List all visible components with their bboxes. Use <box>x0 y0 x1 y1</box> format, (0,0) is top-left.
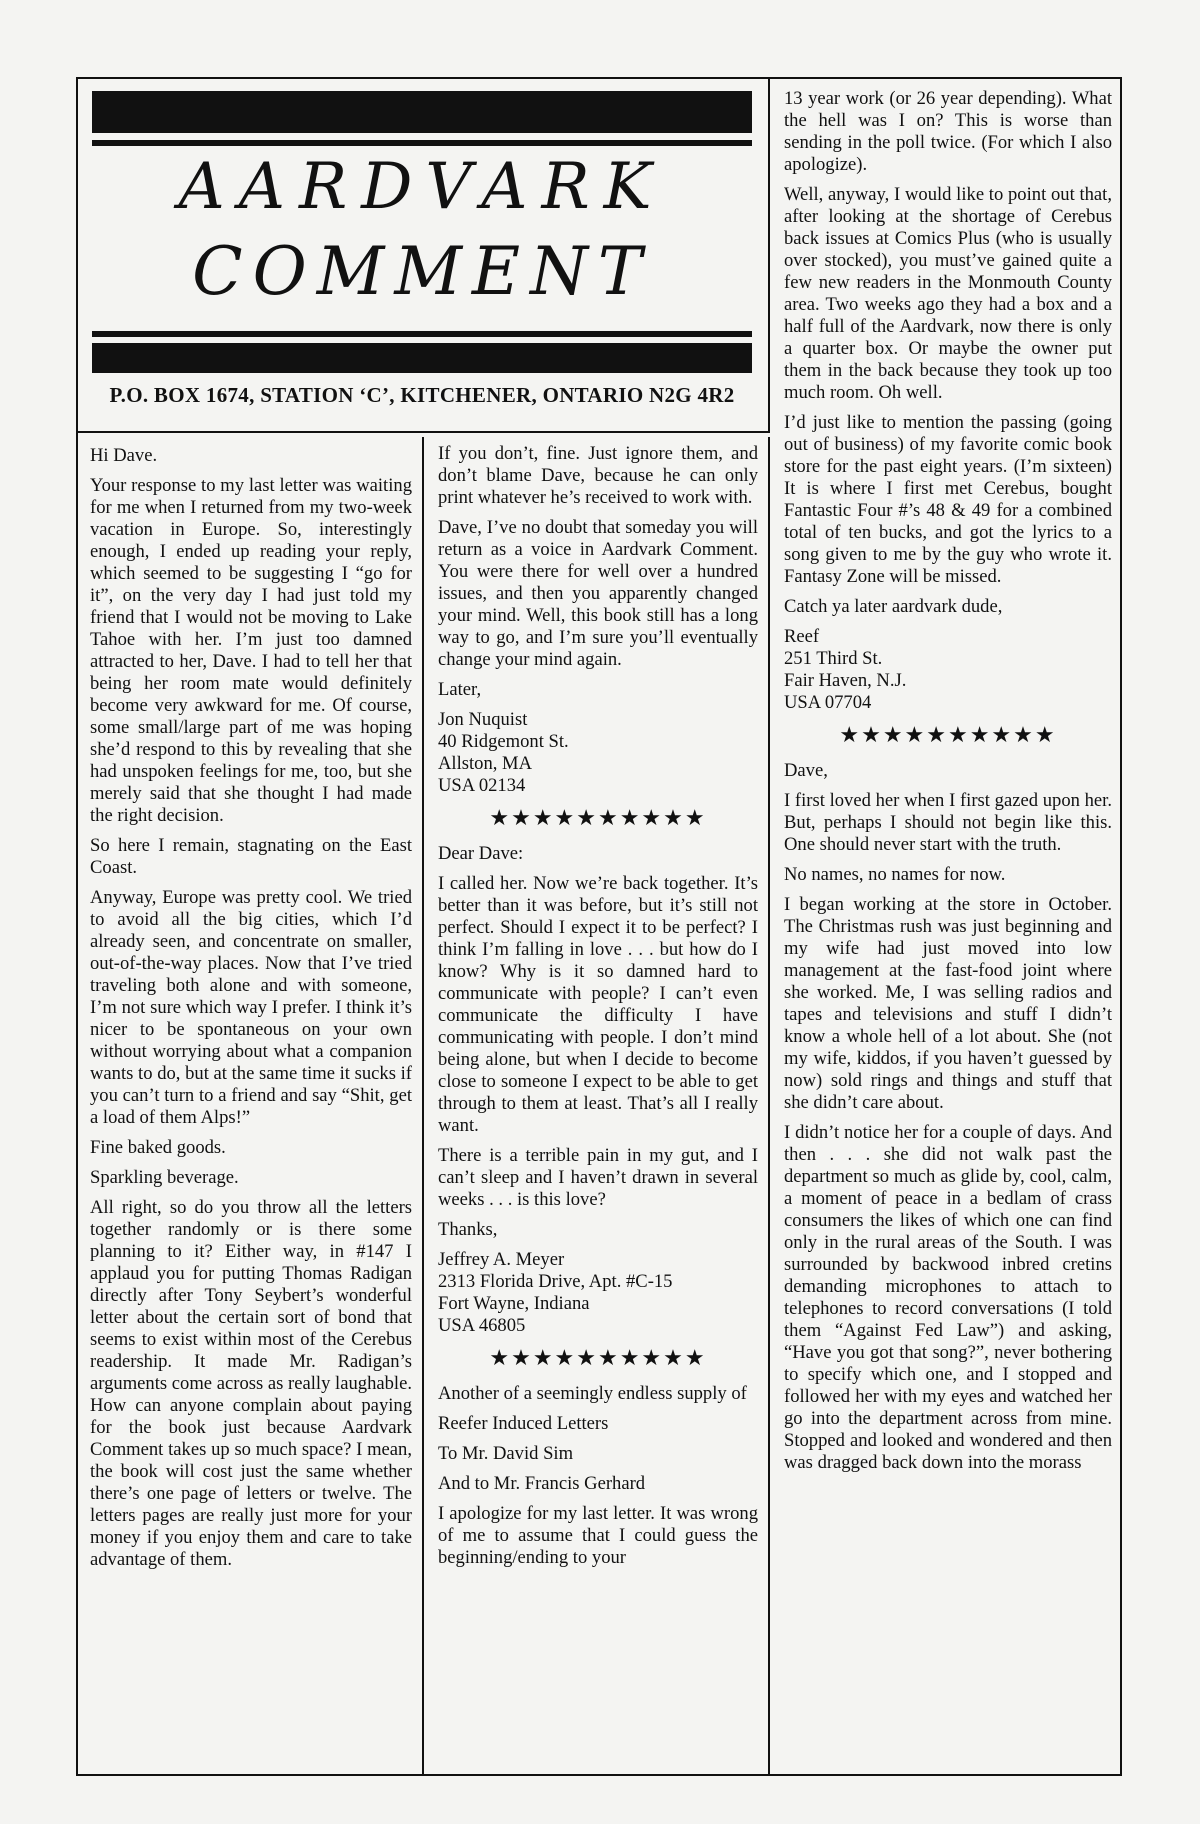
letter-paragraph: Sparkling beverage. <box>90 1167 239 1188</box>
letter-paragraph: Hi Dave. <box>90 445 158 466</box>
letter-paragraph: Fine baked goods. <box>90 1137 226 1158</box>
letter-separator: ★★★★★★★★★★ <box>839 722 1057 747</box>
letter-paragraph: I began working at the store in October. The Christmas rush was just beginning and my wife had just moved into low management at the fast-food joint where she worked. Me, I was selling radios and tapes and televisions and stuff I didn’t know a whole hell of a lot about. She (not my wife, kiddos, if you haven’t guessed by now) sold rings and things and stuff that she didn’t care about. <box>784 894 1112 1113</box>
letter-paragraph: I’d just like to mention the passing (going out of business) of my favorite comic book store for the past eight years. (I’m sixteen) It is where I first met Cerebus, bought Fantastic Four #’s 48 & 49 for a combined total of ten bucks, and got the lyrics to a song given to me by the guy who wrote it. Fantasy Zone will be missed. <box>784 412 1112 587</box>
letters-column-2 <box>424 437 770 1776</box>
letter-paragraph: I called her. Now we’re back together. It’s better than it was before, but it’s still not perfect. Should I expect it to be perfect? I think I’m falling in love . . . but how do I know? Why is it so damned hard to communicate with people? I can’t even communicate the difficulty I have communicating with people. I don’t mind being alone, but when I decide to become close to someone I expect to be able to get through to them at least. That’s all I really want. <box>438 873 758 1136</box>
letters-column-1 <box>76 437 424 1776</box>
letter-paragraph: Dave, I’ve no doubt that someday you will return as a voice in Aardvark Comment. You were there for well over a hundred issues, and then you apparently changed your mind. Well, this book still has a long way to go, and I’m sure you’ll eventually change your mind again. <box>438 517 758 670</box>
letters-column-3 <box>770 88 1122 1482</box>
letter-paragraph: Reefer Induced Letters <box>438 1413 609 1434</box>
mailing-address: P.O. BOX 1674, STATION ‘C’, KITCHENER, ONTARIO N2G 4R2 <box>109 383 735 407</box>
letter-paragraph: All right, so do you throw all the letters together randomly or is there some planning to it? Either way, in #147 I applaud you for putting Thomas Radigan directly after Tony Seybert’s wonderful letter about the certain sort of bond that seems to exist within most of the Cerebus readership. It made Mr. Radigan’s arguments come across as really laughable. How can anyone complain about paying for the book just because Aardvark Comment takes up so much space? I mean, the book will cost just the same whether there’s one page of letters or twelve. The letters pages are really just more for your money if you enjoy them and care to take advantage of them. <box>90 1197 412 1570</box>
letter-paragraph: 13 year work (or 26 year depending). What the hell was I on? This is worse than sending in the poll twice. (For which I also apologize). <box>784 88 1112 175</box>
letter-paragraph: Anyway, Europe was pretty cool. We tried to avoid all the big cities, which I’d already seen, and concentrate on smaller, out-of-the-way places. Now that I’ve tried traveling both alone and with someone, I’m not sure which way I prefer. I think it’s nicer to be spontaneous on your own without worrying about what a companion wants to do, but at the same time it sucks if you can’t turn to a friend and say “Shit, get a load of them Alps!” <box>90 887 412 1128</box>
letter-paragraph: I didn’t notice her for a couple of days. And then . . . she did not walk past the department so much as glide by, cool, calm, a moment of peace in a bedlam of crass consumers the likes of which one can find only in the rural areas of the South. I was surrounded by backwood inbred cretins demanding microphones to attach to telephones to record conversations (I told them “Against Fed Law”) and asking, “Have you got that song?”, never bothering to specify which one, and I stopped and followed her with my eyes and watched her go into the department across from mine. Stopped and looked and wondered and then was dragged back down into the morass <box>784 1122 1112 1473</box>
letter-paragraph: No names, no names for now. <box>784 864 1006 885</box>
signature-line: Fair Haven, N.J. <box>784 670 907 691</box>
signature-block <box>784 626 1112 714</box>
masthead-bar <box>92 91 752 133</box>
letter-salutation: Dear Dave: <box>438 843 524 864</box>
signature-line: 40 Ridgemont St. <box>438 731 569 752</box>
letter-paragraph: Well, anyway, I would like to point out that, after looking at the shortage of Cerebus back issues at Comics Plus (who is usually over stocked), you must’ve gained quite a few new readers in the Monmouth County area. Two weeks ago they had a box and a half full of the Aardvark, now there is only a quarter box. Or maybe the owner put them in the back because they took up too much room. Oh well. <box>784 184 1112 403</box>
letter-closing: Catch ya later aardvark dude, <box>784 596 1003 617</box>
letter-paragraph: To Mr. David Sim <box>438 1443 574 1464</box>
masthead-bar <box>92 343 752 373</box>
letter-paragraph: Another of a seemingly endless supply of <box>438 1383 747 1404</box>
signature-line: Fort Wayne, Indiana <box>438 1293 590 1314</box>
masthead-rule <box>92 140 752 146</box>
signature-line: 2313 Florida Drive, Apt. #C-15 <box>438 1271 673 1292</box>
signature-line: USA 02134 <box>438 775 526 796</box>
masthead-rule <box>92 331 752 337</box>
signature-line: USA 46805 <box>438 1315 526 1336</box>
signature-line: 251 Third St. <box>784 648 883 669</box>
signature-name: Reef <box>784 626 820 647</box>
letter-paragraph: I first loved her when I first gazed upon her. But, perhaps I should not begin like this. One should never start with the truth. <box>784 790 1112 855</box>
signature-name: Jon Nuquist <box>438 709 528 730</box>
signature-name: Jeffrey A. Meyer <box>438 1249 565 1270</box>
letter-salutation: Dave, <box>784 760 828 781</box>
letter-closing: Thanks, <box>438 1219 498 1240</box>
signature-line: Allston, MA <box>438 753 533 774</box>
letter-paragraph: There is a terrible pain in my gut, and I can’t sleep and I haven’t drawn in several weeks . . . is this love? <box>438 1145 758 1210</box>
masthead <box>76 77 770 433</box>
masthead-title-line2: COMMENT <box>192 233 652 310</box>
signature-block <box>438 1249 758 1337</box>
signature-line: USA 07704 <box>784 692 872 713</box>
letter-separator: ★★★★★★★★★★ <box>489 1345 707 1370</box>
letter-paragraph: So here I remain, stagnating on the East Coast. <box>90 835 412 878</box>
letter-paragraph: If you don’t, fine. Just ignore them, and don’t blame Dave, because he can only print whatever he’s received to work with. <box>438 443 758 508</box>
signature-block <box>438 709 758 797</box>
letter-paragraph: I apologize for my last letter. It was wrong of me to assume that I could guess the beginning/ending to your <box>438 1503 758 1568</box>
letter-paragraph: And to Mr. Francis Gerhard <box>438 1473 646 1494</box>
letter-closing: Later, <box>438 679 482 700</box>
letter-separator: ★★★★★★★★★★ <box>489 805 707 830</box>
masthead-title-line1: AARDVARK <box>178 150 666 224</box>
letter-paragraph: Your response to my last letter was waiting for me when I returned from my two-week vacation in Europe. So, interestingly enough, I ended up reading your reply, which seemed to be suggesting I “go for it”, on the very day I had just told my friend that I would not be moving to Lake Tahoe with her. I’m just too damned attracted to her, Dave. I had to tell her that being her room mate would definitely become very awkward for me. Of course, some small/large part of me was hoping she’d respond to this by revealing that she had unspoken feelings for me, too, but she merely said that she thought I had made the right decision. <box>90 475 412 826</box>
